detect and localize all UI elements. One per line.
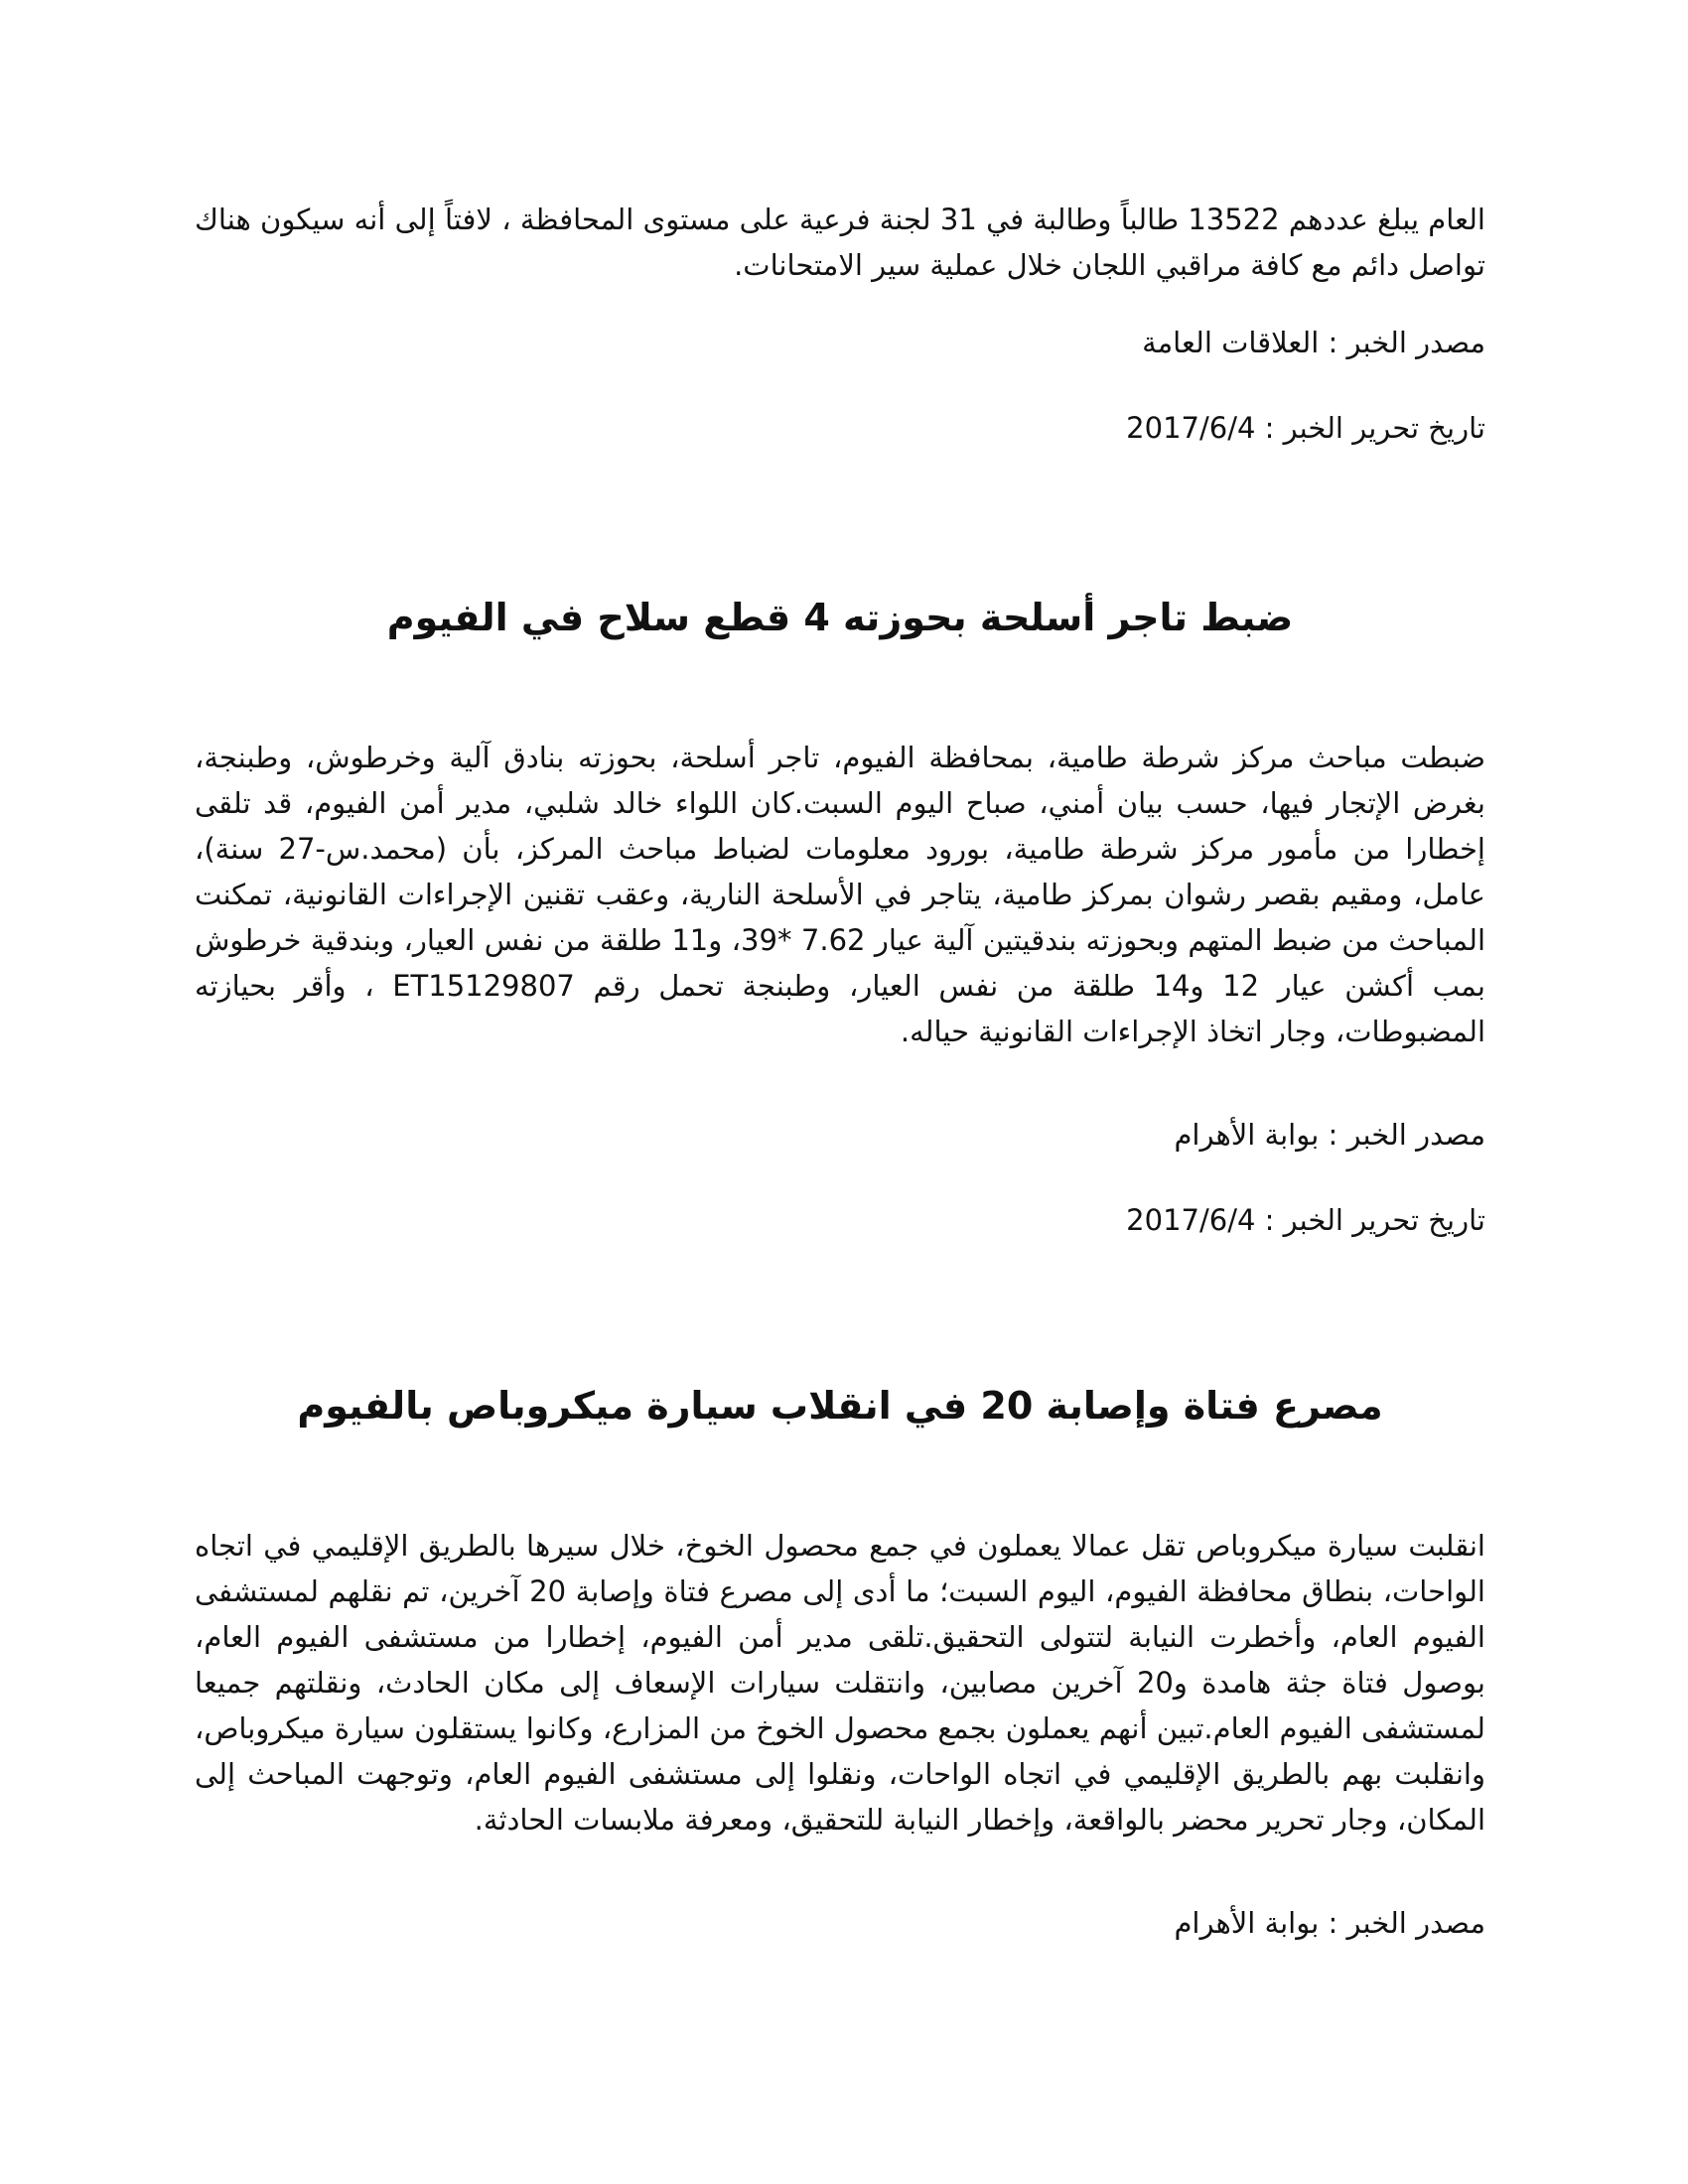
article-2-section	[195, 1523, 1485, 1843]
article-1-title: ضبط تاجر أسلحة بحوزته 4 قطع سلاح في الفيوم	[386, 596, 1294, 639]
article-1-date-block	[195, 1197, 1485, 1243]
article-1-section	[195, 735, 1485, 1054]
intro-paragraph: العام يبلغ عددهم 13522 طالباً وطالبة في 31 لجنة فرعية على مستوى المحافظة ، لافتاً إلى أنه سيكون هناك تواصل دائم مع كافة مراقبي اللجان خلال عملية سير الامتحانات.	[195, 203, 1485, 282]
article-2-body: انقلبت سيارة ميكروباص تقل عمالا يعملون في جمع محصول الخوخ، خلال سيرها بالطريق الإقليمي في اتجاه الواحات، بنطاق محافظة الفيوم، اليوم السبت؛ ما أدى إلى مصرع فتاة وإصابة 20 آخرين، تم نقلهم لمستشفى الفيوم العام، وأخطرت النيابة لتتولى التحقيق.تلقى مدير أمن الفيوم، إخطارا من مستشفى الفيوم العام، بوصول فتاة جثة هامدة و20 آخرين مصابين، وانتقلت سيارات الإسعاف إلى مكان الحادث، ونقلتهم جميعا لمستشفى الفيوم العام.تبين أنهم يعملون بجمع محصول الخوخ من المزارع، وكانوا يستقلون سيارة ميكروباص، وانقلبت بهم بالطريق الإقليمي في اتجاه الواحات، ونقلوا إلى مستشفى الفيوم العام، وتوجهت المباحث إلى المكان، وجار تحرير محضر بالواقعة، وإخطار النيابة للتحقيق، ومعرفة ملابسات الحادثة.	[195, 1529, 1485, 1837]
intro-date-block	[195, 405, 1485, 451]
article-1-body: ضبطت مباحث مركز شرطة طامية، بمحافظة الفيوم، تاجر أسلحة، بحوزته بنادق آلية وخرطوش، وطبنجة، بغرض الإتجار فيها، حسب بيان أمني، صباح اليوم السبت.كان اللواء خالد شلبي، مدير أمن الفيوم، قد تلقى إخطارا من مأمور مركز شرطة طامية، بورود معلومات لضباط مباحث المركز، بأن (محمد.س-27 سنة)، عامل، ومقيم بقصر رشوان بمركز طامية، يتاجر في الأسلحة النارية، وعقب تقنين الإجراءات القانونية، تمكنت المباحث من ضبط المتهم وبحوزته بندقيتين آلية عيار 7.62 *39، و11 طلقة من نفس العيار، وبندقية خرطوش بمب أكشن عيار 12 و14 طلقة من نفس العيار، وطبنجة تحمل رقم ET15129807 ، وأقر بحيازته المضبوطات، وجار اتخاذ الإجراءات القانونية حياله.	[195, 741, 1485, 1048]
article-1-source: مصدر الخبر : بوابة الأهرام	[1174, 1118, 1485, 1152]
intro-source: مصدر الخبر : العلاقات العامة	[1142, 326, 1485, 359]
article-1-source-block	[195, 1112, 1485, 1158]
article-1-date: تاريخ تحرير الخبر : 2017/6/4	[1126, 1203, 1485, 1237]
intro-date: تاريخ تحرير الخبر : 2017/6/4	[1126, 411, 1485, 445]
article-2-source: مصدر الخبر : بوابة الأهرام	[1174, 1906, 1485, 1940]
intro-section	[195, 197, 1485, 288]
article-2-source-block	[195, 1900, 1485, 1946]
article-2-title: مصرع فتاة وإصابة 20 في انقلاب سيارة ميكروباص بالفيوم	[297, 1384, 1383, 1428]
intro-source-block	[195, 320, 1485, 365]
